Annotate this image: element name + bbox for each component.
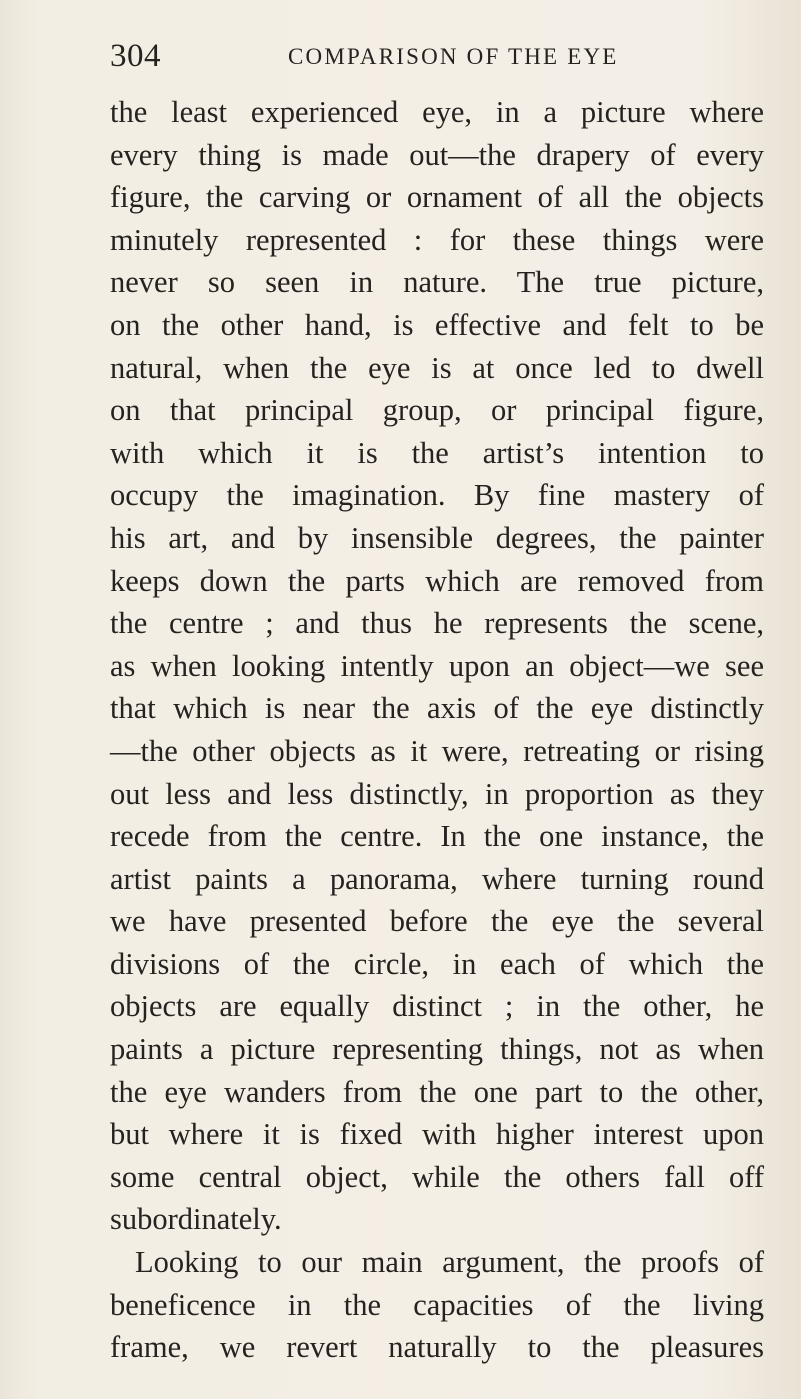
- text-line: out less and less distinctly, in proportion as they: [110, 776, 764, 811]
- text-line: occupy the imagination. By fine mastery of: [110, 478, 764, 513]
- page-header: [110, 36, 750, 76]
- text-line: but where it is fixed with higher interest upon: [110, 1117, 764, 1152]
- text-line: that which is near the axis of the eye distinctly: [110, 691, 764, 726]
- text-line: on that principal group, or principal figure,: [110, 393, 764, 428]
- text-line: divisions of the circle, in each of which the: [110, 946, 764, 981]
- text-line: the centre ; and thus he represents the scene,: [110, 606, 764, 641]
- paragraph-start-line: Looking to our main argument, the proofs of: [135, 1245, 764, 1280]
- text-line: beneficence in the capacities of the living: [110, 1287, 764, 1322]
- text-line: with which it is the artist’s intention to: [110, 435, 764, 470]
- text-line: the least experienced eye, in a picture where: [110, 95, 764, 129]
- text-line: keeps down the parts which are removed from: [110, 563, 764, 598]
- text-line: artist paints a panorama, where turning round: [110, 861, 764, 896]
- text-line: we have presented before the eye the several: [110, 904, 764, 939]
- text-line: his art, and by insensible degrees, the painter: [110, 520, 764, 555]
- text-line: every thing is made out—the drapery of every: [110, 137, 764, 172]
- text-line: as when looking intently upon an object—we see: [110, 648, 764, 683]
- text-line: —the other objects as it were, retreating or rising: [110, 733, 764, 768]
- text-line: the eye wanders from the one part to the other,: [110, 1074, 764, 1109]
- paragraph-end-line: subordinately.: [110, 1202, 282, 1237]
- running-head: COMPARISON OF THE EYE: [288, 44, 619, 69]
- page-number: 304: [110, 38, 161, 74]
- text-line: recede from the centre. In the one instance, the: [110, 819, 764, 854]
- text-line: on the other hand, is effective and felt to be: [110, 307, 764, 342]
- text-line: never so seen in nature. The true picture,: [110, 265, 764, 300]
- text-line: some central object, while the others fall off: [110, 1159, 764, 1194]
- text-line: objects are equally distinct ; in the other, he: [110, 989, 764, 1024]
- body-text: [110, 91, 764, 1369]
- text-line: frame, we revert naturally to the pleasures: [110, 1330, 764, 1365]
- text-line: natural, when the eye is at once led to dwell: [110, 350, 764, 385]
- text-line: paints a picture representing things, not as when: [110, 1032, 764, 1067]
- text-line: figure, the carving or ornament of all the objects: [110, 180, 764, 215]
- text-line: minutely represented : for these things were: [110, 222, 764, 257]
